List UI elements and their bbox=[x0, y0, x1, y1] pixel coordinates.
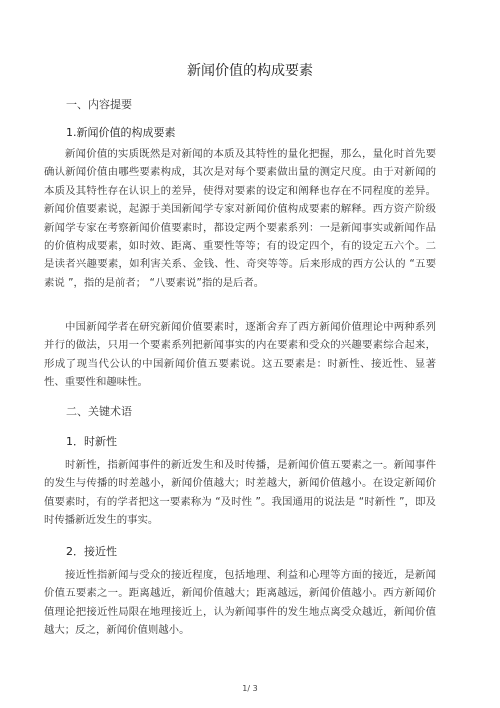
paragraph-value-elements-2: 中国新闻学者在研究新闻价值要素时，逐渐舍弃了西方新闻价值理论中两种系列并行的做法，只用一个要素系列把新闻事实的内在要素和受众的兴趣要素综合起来，形成了现当代公认的中国新闻价值五要素说。这五要素是：时新性、接近性、显著性、重要性和趣味性。 bbox=[44, 321, 436, 389]
paragraph-proximity: 接近性指新闻与受众的接近程度，包括地理、利益和心理等方面的接近，是新闻价值五要素之一。距离越近，新闻价值越大；距离越远，新闻价值越小。西方新闻价值理论把接近性局限在地理接近上，认为新闻事件的发生地点离受众越近，新闻价值越大；反之，新闻价值则越小。 bbox=[44, 569, 436, 637]
subheading-value-elements: 1.新闻价值的构成要素 bbox=[66, 126, 176, 139]
paragraph-value-elements-1: 新闻价值的实质既然是对新闻的本质及其特性的量化把握，那么，量化时首先要确认新闻价值由哪些要素构成，其次是对每个要素做出量的测定尺度。由于对新闻的本质及其特性存在认识上的差异，使得对要素的设定和阐释也存在不同程度的差异。新闻价值要素说，起源于美国新闻学专家对新闻价值构成要素的解释。西方资产阶级新闻学专家在考察新闻价值要素时，都设定两个要素系列：一是新闻事实或新闻作品的价值构成要素，如时效、距离、重要性等等；有的设定四个，有的设定五六个。二是读者兴趣要素，如利害关系、金钱、性、奇突等等。后来形成的西方公认的 “五要素说 ”，指的是前者； “八要素说”指的是后者。 bbox=[44, 148, 436, 289]
term-label-proximity: 2．接近性 bbox=[66, 545, 117, 558]
section-heading-summary: 一、内容提要 bbox=[66, 98, 132, 111]
term-label-timeliness: 1．时新性 bbox=[66, 435, 117, 448]
section-heading-key-terms: 二、关键术语 bbox=[66, 405, 132, 418]
page-number: 1/ 3 bbox=[242, 684, 258, 693]
paragraph-timeliness: 时新性，指新闻事件的新近发生和及时传播，是新闻价值五要素之一。新闻事件的发生与传播的时差越小，新闻价值越大；时差越大，新闻价值越小。在设定新闻价值要素时，有的学者把这一要素称为 “及时性 ”。我国通用的说法是 “时新性 ”，即及时传播新近发生的事实。 bbox=[44, 459, 436, 527]
document-title: 新闻价值的构成要素 bbox=[187, 63, 313, 79]
